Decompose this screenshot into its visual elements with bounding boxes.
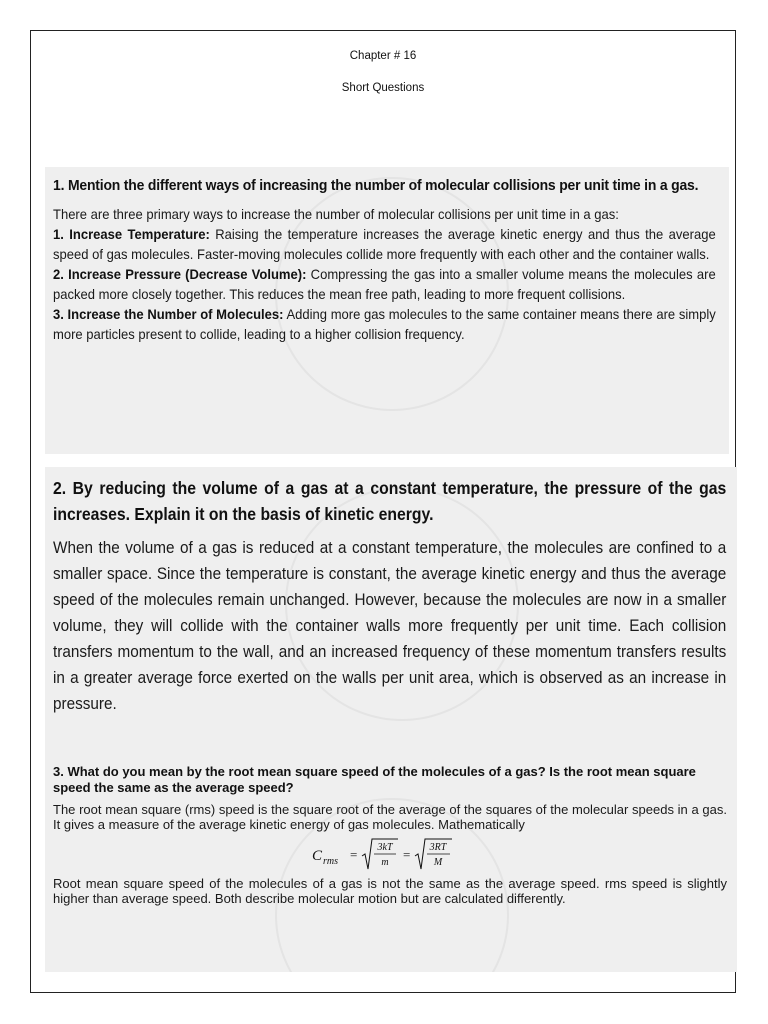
chapter-heading: Chapter # 16 (349, 50, 417, 62)
question-3-title: 3. What do you mean by the root mean square speed of the molecules of a gas? Is the root mean square speed the same as the average speed? (53, 764, 696, 795)
rms-speed-formula (53, 836, 727, 874)
question-1-block (45, 167, 729, 454)
formula-den-2: M (433, 857, 443, 868)
section-subtitle: Short Questions (341, 82, 425, 94)
document-page (30, 30, 736, 993)
formula-svg (310, 836, 470, 874)
formula-eq-1: = (350, 847, 358, 862)
formula-lhs-sub: rms (323, 856, 339, 867)
question-1-answer (53, 204, 716, 344)
point-3-title: 3. Increase the Number of Molecules: (53, 306, 284, 322)
question-1-intro: There are three primary ways to increase the number of molecular collisions per unit time in a gas: (53, 206, 619, 222)
question-3-answer: The root mean square (rms) speed is the square root of the average of the squares of the molecular speeds in a gas. It gives a measure of the average kinetic energy of gas molecules. Mathematically (53, 802, 727, 832)
point-1-title: 1. Increase Temperature: (53, 226, 210, 242)
point-1-text: Raising the temperature increases the average kinetic energy and thus the average speed of gas molecules. Faster-moving molecules collide more frequently with each other and the container walls. (53, 226, 716, 262)
formula-den-1: m (381, 857, 389, 868)
formula-num-1: 3kT (377, 842, 393, 853)
point-3-text: Adding more gas molecules to the same container means there are simply more particles present to collide, leading to a higher collision frequency. (53, 306, 716, 342)
question-2-block (45, 467, 737, 758)
question-3-conclusion: Root mean square speed of the molecules of a gas is not the same as the average speed. rms speed is slightly higher than average speed. Both describe molecular motion but are calculated differently. (53, 876, 727, 906)
point-2-title: 2. Increase Pressure (Decrease Volume): (53, 266, 307, 282)
question-1-title: 1. Mention the different ways of increasing the number of molecular collisions per unit time in a gas. (53, 177, 699, 194)
point-2-text: Compressing the gas into a smaller volume means the molecules are packed more closely together. This reduces the mean free path, leading to more frequent collisions. (53, 266, 716, 302)
question-2-title: 2. By reducing the volume of a gas at a constant temperature, the pressure of the gas increases. Explain it on the basis of kinetic energy. (53, 478, 727, 524)
question-2-answer: When the volume of a gas is reduced at a constant temperature, the molecules are confined to a smaller space. Since the temperature is constant, the average kinetic energy and thus the average speed of the molecules remain unchanged. However, because the molecules are now in a smaller volume, they will collide with the container walls more frequently per unit time. Each collision transfers momentum to the wall, and an increased frequency of these momentum transfers results in a greater average force exerted on the walls per unit area, which is observed as an increase in pressure. (53, 538, 727, 713)
formula-eq-2: = (403, 847, 411, 862)
question-3-block (45, 758, 737, 972)
formula-lhs: C (312, 848, 323, 864)
formula-num-2: 3RT (429, 842, 447, 853)
